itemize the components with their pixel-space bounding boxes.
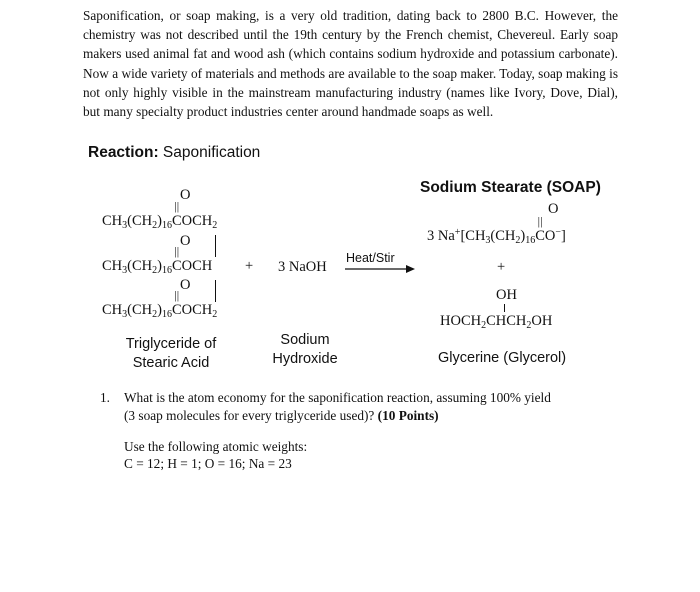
- question-line-1: What is the atom economy for the saponification reaction, assuming 100% yield: [124, 390, 551, 405]
- soap-charge: +: [454, 227, 461, 238]
- glycerol-sub-a: 2: [481, 320, 487, 331]
- ester-sub3: 3: [122, 309, 128, 320]
- soap-o: O: [544, 228, 556, 244]
- carbonyl-oxygen-1: O: [180, 187, 191, 203]
- glycerol-bond: [504, 304, 505, 312]
- label-sodium: Sodium: [280, 332, 330, 348]
- label-triglyceride: [115, 335, 227, 373]
- reaction-heading-rest: Saponification: [158, 144, 261, 161]
- atomic-weights-intro: Use the following atomic weights:: [124, 439, 308, 454]
- label-sodium-hydroxide: [262, 331, 348, 369]
- ester-ch2: (CH: [127, 258, 153, 274]
- product-title: Sodium Stearate (SOAP): [420, 179, 601, 196]
- ester-sub2: 2: [152, 309, 158, 320]
- soap-formula: [427, 214, 566, 246]
- ester-ch2: (CH: [127, 302, 153, 318]
- arrow-label: Heat/Stir: [346, 251, 395, 265]
- carbonyl-c-label: C: [171, 213, 182, 229]
- ester-row-3: [102, 288, 218, 320]
- ester-ch: CH: [102, 302, 123, 318]
- soap-bracket: ]: [561, 228, 566, 244]
- double-bond: ||: [174, 244, 180, 258]
- carbonyl-oxygen-2: O: [180, 233, 191, 249]
- label-triglyceride-line2: Stearic Acid: [132, 355, 210, 371]
- ester-paren: ): [157, 213, 162, 229]
- soap-carbonyl-c: [535, 214, 545, 245]
- soap-sub16: 16: [525, 235, 536, 246]
- ester-sub2: 2: [152, 220, 158, 231]
- question-points: (10 Points): [377, 408, 439, 423]
- intro-paragraph: Saponification, or soap making, is a very old tradition, dating back to 2800 B.C. However, the chemistry was not described until the 19th century by the French chemist, Chevereul. Early soap makers used animal fat and wood ash (which contains sodium hydroxide and potassium carbonate). Now a wide variety of materials and methods are available to the soap maker. Today, soap making is not only highly visible in the mainstream manufacturing industry (names like Ivory, Dove, Dial), but many specialty product industries center around handmade soaps as well.: [83, 8, 618, 120]
- soap-ch2: (CH: [490, 228, 516, 244]
- label-triglyceride-line1: Triglyceride of: [125, 336, 217, 352]
- ester-ch: CH: [102, 258, 123, 274]
- glycerol-formula: [440, 313, 552, 330]
- naoh-reagent: 3 NaOH: [278, 259, 327, 275]
- question-line-2: [124, 407, 551, 425]
- atomic-weights: [124, 438, 307, 472]
- carbonyl-c: [171, 199, 182, 230]
- question-1: [100, 389, 551, 425]
- ester-sub16: 16: [161, 265, 172, 276]
- carbonyl-c: [171, 288, 182, 319]
- soap-paren: ): [520, 228, 526, 244]
- backbone-line-top: [215, 235, 216, 257]
- ester-sub3: 3: [122, 265, 128, 276]
- tail-sub2: 2: [212, 220, 218, 231]
- ester-tail: OCH: [181, 258, 213, 274]
- soap-c: C: [535, 228, 545, 244]
- reactant-plus: +: [245, 258, 254, 274]
- soap-sub3: 3: [485, 235, 491, 246]
- soap-na: 3 Na: [427, 228, 455, 244]
- ester-row-1: [102, 199, 218, 231]
- atomic-weights-values: C = 12; H = 1; O = 16; Na = 23: [124, 456, 292, 471]
- ester-sub16: 16: [161, 220, 172, 231]
- reaction-heading: [88, 144, 260, 162]
- question-line-2-text: (3 soap molecules for every triglyceride used)?: [124, 408, 378, 423]
- carbonyl-c: [171, 244, 182, 275]
- ester-paren: ): [157, 302, 162, 318]
- soap-carbonyl-oxygen: O: [548, 201, 559, 217]
- reaction-arrow: [344, 264, 416, 274]
- soap-minus: −: [555, 227, 562, 238]
- label-hydroxide: Hydroxide: [272, 351, 338, 367]
- glycerol-sub-b: 2: [526, 320, 532, 331]
- carbonyl-c-label: C: [171, 258, 182, 274]
- backbone-line-bottom: [215, 280, 216, 302]
- label-glycerine: Glycerine (Glycerol): [438, 350, 567, 366]
- product-plus: +: [497, 259, 506, 275]
- double-bond: ||: [174, 199, 180, 213]
- ester-sub2: 2: [152, 265, 158, 276]
- glycerol-oh: OH: [496, 287, 517, 303]
- ester-ch2: (CH: [127, 213, 153, 229]
- ester-paren: ): [157, 258, 162, 274]
- reaction-heading-bold: Reaction:: [88, 144, 159, 161]
- soap-sub2: 2: [515, 235, 521, 246]
- ester-tail: OCH: [181, 302, 213, 318]
- ester-sub3: 3: [122, 220, 128, 231]
- soap-ch: [CH: [460, 228, 486, 244]
- ester-ch: CH: [102, 213, 123, 229]
- glycerol-c: OH: [531, 313, 553, 329]
- tail-sub2: 2: [212, 309, 218, 320]
- double-bond: ||: [174, 288, 180, 302]
- glycerol-a: HOCH: [440, 313, 482, 329]
- glycerol-b: CHCH: [486, 313, 527, 329]
- double-bond: ||: [537, 214, 543, 228]
- ester-row-2: [102, 244, 213, 276]
- carbonyl-c-label: C: [171, 302, 182, 318]
- carbonyl-oxygen-3: O: [180, 277, 191, 293]
- ester-tail: OCH: [181, 213, 213, 229]
- question-number: 1.: [100, 390, 110, 405]
- ester-sub16: 16: [161, 309, 172, 320]
